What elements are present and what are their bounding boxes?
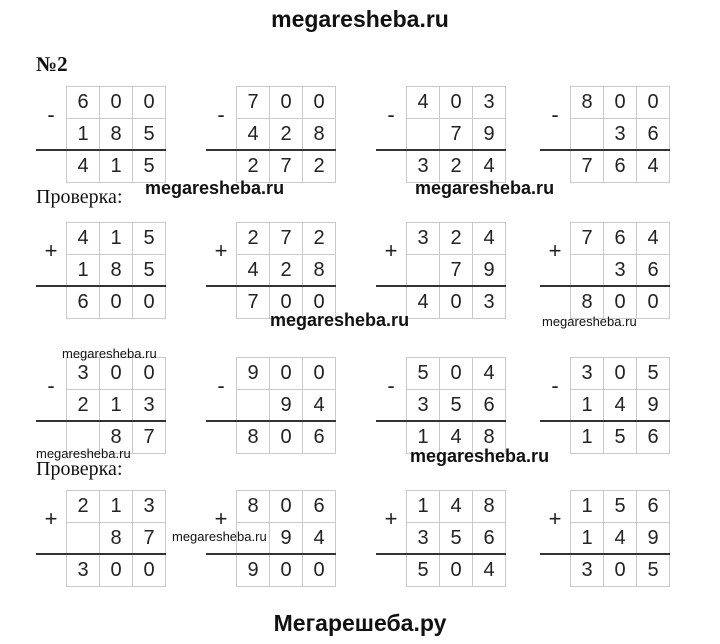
digit-cell: 3 xyxy=(407,523,440,555)
result-line xyxy=(206,149,336,151)
digit-cell: 9 xyxy=(637,523,670,555)
digit-cell: 5 xyxy=(133,255,166,287)
digit-cell: 6 xyxy=(604,223,637,255)
digit-cell: 0 xyxy=(303,87,336,119)
operator-sign: + xyxy=(548,506,562,531)
digit-cell xyxy=(237,390,270,422)
result-line xyxy=(206,420,336,422)
digit-cell: 0 xyxy=(604,87,637,119)
digit-cell: 1 xyxy=(571,491,604,523)
digit-cell: 6 xyxy=(637,255,670,287)
digit-cell: 0 xyxy=(133,87,166,119)
digit-cell: 3 xyxy=(571,555,604,587)
digit-cell: 7 xyxy=(133,422,166,454)
digit-cell: 3 xyxy=(407,151,440,183)
digit-cell xyxy=(571,119,604,151)
digit-cell: 8 xyxy=(303,119,336,151)
digit-cell: 0 xyxy=(100,358,133,390)
column-problem xyxy=(540,357,670,453)
result-line xyxy=(206,553,336,555)
digit-cell: 8 xyxy=(237,491,270,523)
digit-cell: 0 xyxy=(270,491,303,523)
digit-cell: 9 xyxy=(237,358,270,390)
digit-cell: 8 xyxy=(473,491,506,523)
digit-cell: 0 xyxy=(637,287,670,319)
column-problem xyxy=(376,357,506,453)
digit-cell: 1 xyxy=(67,255,100,287)
column-problem xyxy=(36,222,166,318)
digit-cell: 4 xyxy=(303,390,336,422)
digit-cell xyxy=(67,523,100,555)
digit-cell: 4 xyxy=(604,523,637,555)
digit-cell: 1 xyxy=(407,422,440,454)
digit-grid xyxy=(406,86,506,183)
digit-cell: 0 xyxy=(604,358,637,390)
digit-cell: 4 xyxy=(237,119,270,151)
digit-cell: 1 xyxy=(100,390,133,422)
digit-grid xyxy=(406,490,506,587)
watermark: megaresheba.ru xyxy=(270,310,410,330)
digit-grid xyxy=(406,222,506,319)
digit-grid xyxy=(570,490,670,587)
digit-cell: 2 xyxy=(303,223,336,255)
column-problem xyxy=(206,86,336,182)
digit-cell: 4 xyxy=(440,491,473,523)
digit-cell: 1 xyxy=(407,491,440,523)
digit-cell: 7 xyxy=(270,223,303,255)
digit-cell: 7 xyxy=(571,151,604,183)
digit-cell: 6 xyxy=(67,87,100,119)
digit-cell: 3 xyxy=(604,255,637,287)
digit-cell: 6 xyxy=(473,523,506,555)
result-line xyxy=(36,420,166,422)
digit-cell: 4 xyxy=(407,87,440,119)
task-number: №2 xyxy=(36,52,68,76)
digit-cell: 4 xyxy=(303,523,336,555)
result-line xyxy=(376,285,506,287)
digit-cell: 2 xyxy=(440,223,473,255)
operator-sign: - xyxy=(47,373,55,398)
digit-cell: 1 xyxy=(100,491,133,523)
digit-cell: 0 xyxy=(440,87,473,119)
digit-cell: 9 xyxy=(270,523,303,555)
digit-cell: 0 xyxy=(133,555,166,587)
operator-sign: - xyxy=(387,102,395,127)
digit-cell: 0 xyxy=(270,287,303,319)
digit-grid xyxy=(66,357,166,454)
digit-cell: 8 xyxy=(303,255,336,287)
digit-cell: 3 xyxy=(133,390,166,422)
site-footer: Мегарешеба.ру xyxy=(273,610,447,636)
digit-cell: 7 xyxy=(571,223,604,255)
digit-cell: 4 xyxy=(67,151,100,183)
digit-grid xyxy=(236,86,336,183)
digit-cell: 5 xyxy=(637,555,670,587)
digit-cell: 0 xyxy=(303,287,336,319)
digit-cell: 5 xyxy=(133,119,166,151)
digit-cell: 6 xyxy=(637,491,670,523)
operator-sign: + xyxy=(548,238,562,263)
column-problem xyxy=(540,222,670,318)
result-line xyxy=(36,149,166,151)
digit-cell: 9 xyxy=(637,390,670,422)
result-line xyxy=(540,149,670,151)
digit-cell: 5 xyxy=(440,390,473,422)
check-label-1: Проверка: xyxy=(36,186,123,208)
digit-grid xyxy=(66,222,166,319)
digit-cell: 8 xyxy=(100,255,133,287)
digit-cell: 4 xyxy=(637,223,670,255)
watermark: megaresheba.ru xyxy=(542,314,637,329)
result-line xyxy=(376,149,506,151)
digit-grid xyxy=(66,490,166,587)
digit-cell: 9 xyxy=(270,390,303,422)
digit-cell: 3 xyxy=(133,491,166,523)
result-line xyxy=(36,553,166,555)
digit-cell: 1 xyxy=(571,523,604,555)
column-problem xyxy=(376,222,506,318)
result-line xyxy=(540,553,670,555)
digit-cell: 8 xyxy=(571,87,604,119)
watermark: megaresheba.ru xyxy=(62,346,157,361)
digit-cell: 2 xyxy=(303,151,336,183)
digit-cell: 0 xyxy=(100,555,133,587)
digit-cell: 6 xyxy=(637,422,670,454)
operator-sign: - xyxy=(551,373,559,398)
digit-cell: 5 xyxy=(133,223,166,255)
column-problem xyxy=(36,357,166,453)
digit-cell: 1 xyxy=(571,390,604,422)
digit-cell: 4 xyxy=(473,555,506,587)
operator-sign: + xyxy=(384,506,398,531)
digit-cell: 9 xyxy=(237,555,270,587)
site-title: megaresheba.ru xyxy=(271,6,449,32)
digit-cell: 0 xyxy=(100,287,133,319)
digit-cell: 2 xyxy=(237,223,270,255)
digit-cell: 4 xyxy=(237,255,270,287)
digit-cell xyxy=(571,255,604,287)
digit-cell: 6 xyxy=(303,422,336,454)
watermark: megaresheba.ru xyxy=(36,446,131,461)
watermark: megaresheba.ru xyxy=(415,178,555,198)
operator-sign: + xyxy=(214,506,228,531)
operator-sign: + xyxy=(214,238,228,263)
digit-cell: 8 xyxy=(100,422,133,454)
digit-cell: 0 xyxy=(270,358,303,390)
digit-cell: 8 xyxy=(237,422,270,454)
digit-cell: 0 xyxy=(440,287,473,319)
digit-cell: 0 xyxy=(440,358,473,390)
digit-cell: 8 xyxy=(100,119,133,151)
digit-cell: 5 xyxy=(604,491,637,523)
digit-cell: 4 xyxy=(473,151,506,183)
digit-cell: 2 xyxy=(67,491,100,523)
digit-cell: 3 xyxy=(473,287,506,319)
digit-cell: 4 xyxy=(473,223,506,255)
operator-sign: - xyxy=(47,102,55,127)
result-line xyxy=(376,420,506,422)
digit-cell: 1 xyxy=(100,223,133,255)
digit-cell: 7 xyxy=(440,119,473,151)
digit-cell: 0 xyxy=(440,555,473,587)
operator-sign: + xyxy=(44,238,58,263)
digit-cell: 7 xyxy=(270,151,303,183)
digit-grid xyxy=(570,222,670,319)
digit-cell: 6 xyxy=(637,119,670,151)
digit-cell: 3 xyxy=(407,223,440,255)
digit-cell: 4 xyxy=(440,422,473,454)
column-problem xyxy=(376,86,506,182)
digit-cell: 0 xyxy=(270,422,303,454)
digit-cell: 5 xyxy=(133,151,166,183)
digit-cell: 3 xyxy=(67,555,100,587)
digit-cell: 9 xyxy=(473,255,506,287)
column-problem xyxy=(36,86,166,182)
digit-cell xyxy=(407,119,440,151)
column-problem xyxy=(540,490,670,586)
digit-cell: 9 xyxy=(473,119,506,151)
operator-sign: - xyxy=(217,102,225,127)
digit-cell: 0 xyxy=(604,287,637,319)
operator-sign: + xyxy=(44,506,58,531)
digit-cell: 2 xyxy=(440,151,473,183)
watermark: megaresheba.ru xyxy=(172,529,267,544)
digit-cell: 1 xyxy=(67,119,100,151)
digit-cell: 0 xyxy=(303,358,336,390)
digit-cell: 5 xyxy=(407,555,440,587)
column-problem xyxy=(36,490,166,586)
digit-grid xyxy=(570,357,670,454)
digit-cell: 4 xyxy=(604,390,637,422)
column-problem xyxy=(206,357,336,453)
digit-cell: 1 xyxy=(100,151,133,183)
watermark: megaresheba.ru xyxy=(145,178,285,198)
result-line xyxy=(36,285,166,287)
digit-grid xyxy=(236,222,336,319)
digit-cell: 4 xyxy=(407,287,440,319)
digit-cell: 6 xyxy=(473,390,506,422)
digit-cell: 7 xyxy=(237,87,270,119)
digit-cell: 5 xyxy=(407,358,440,390)
digit-cell: 4 xyxy=(473,358,506,390)
digit-cell: 3 xyxy=(604,119,637,151)
operator-sign: - xyxy=(217,373,225,398)
digit-cell: 2 xyxy=(270,255,303,287)
digit-cell: 3 xyxy=(407,390,440,422)
digit-cell: 0 xyxy=(100,87,133,119)
digit-cell: 7 xyxy=(237,287,270,319)
result-line xyxy=(376,553,506,555)
digit-cell: 2 xyxy=(270,119,303,151)
operator-sign: - xyxy=(551,102,559,127)
digit-cell: 3 xyxy=(473,87,506,119)
digit-cell: 3 xyxy=(67,358,100,390)
digit-cell: 7 xyxy=(440,255,473,287)
digit-cell: 5 xyxy=(440,523,473,555)
digit-cell: 5 xyxy=(604,422,637,454)
watermark: megaresheba.ru xyxy=(410,446,550,466)
check-label-2: Проверка: xyxy=(36,458,123,480)
digit-cell xyxy=(407,255,440,287)
digit-cell: 0 xyxy=(303,555,336,587)
digit-cell: 8 xyxy=(100,523,133,555)
result-line xyxy=(540,285,670,287)
digit-cell: 7 xyxy=(133,523,166,555)
digit-cell: 6 xyxy=(303,491,336,523)
digit-grid xyxy=(406,357,506,454)
digit-cell: 0 xyxy=(133,287,166,319)
column-problem xyxy=(376,490,506,586)
digit-cell: 2 xyxy=(237,151,270,183)
digit-grid xyxy=(66,86,166,183)
digit-cell: 5 xyxy=(637,358,670,390)
digit-cell: 1 xyxy=(571,422,604,454)
digit-cell: 0 xyxy=(270,555,303,587)
digit-cell: 3 xyxy=(571,358,604,390)
result-line xyxy=(540,420,670,422)
column-problem xyxy=(206,222,336,318)
digit-cell: 0 xyxy=(637,87,670,119)
digit-grid xyxy=(570,86,670,183)
digit-cell: 0 xyxy=(604,555,637,587)
digit-cell: 2 xyxy=(67,390,100,422)
digit-cell: 0 xyxy=(270,87,303,119)
digit-cell: 4 xyxy=(637,151,670,183)
column-problem xyxy=(540,86,670,182)
digit-cell: 8 xyxy=(473,422,506,454)
operator-sign: - xyxy=(387,373,395,398)
operator-sign: + xyxy=(384,238,398,263)
digit-cell: 0 xyxy=(133,358,166,390)
digit-grid xyxy=(236,357,336,454)
digit-cell: 4 xyxy=(67,223,100,255)
result-line xyxy=(206,285,336,287)
digit-cell: 8 xyxy=(571,287,604,319)
digit-cell: 6 xyxy=(604,151,637,183)
digit-cell: 6 xyxy=(67,287,100,319)
